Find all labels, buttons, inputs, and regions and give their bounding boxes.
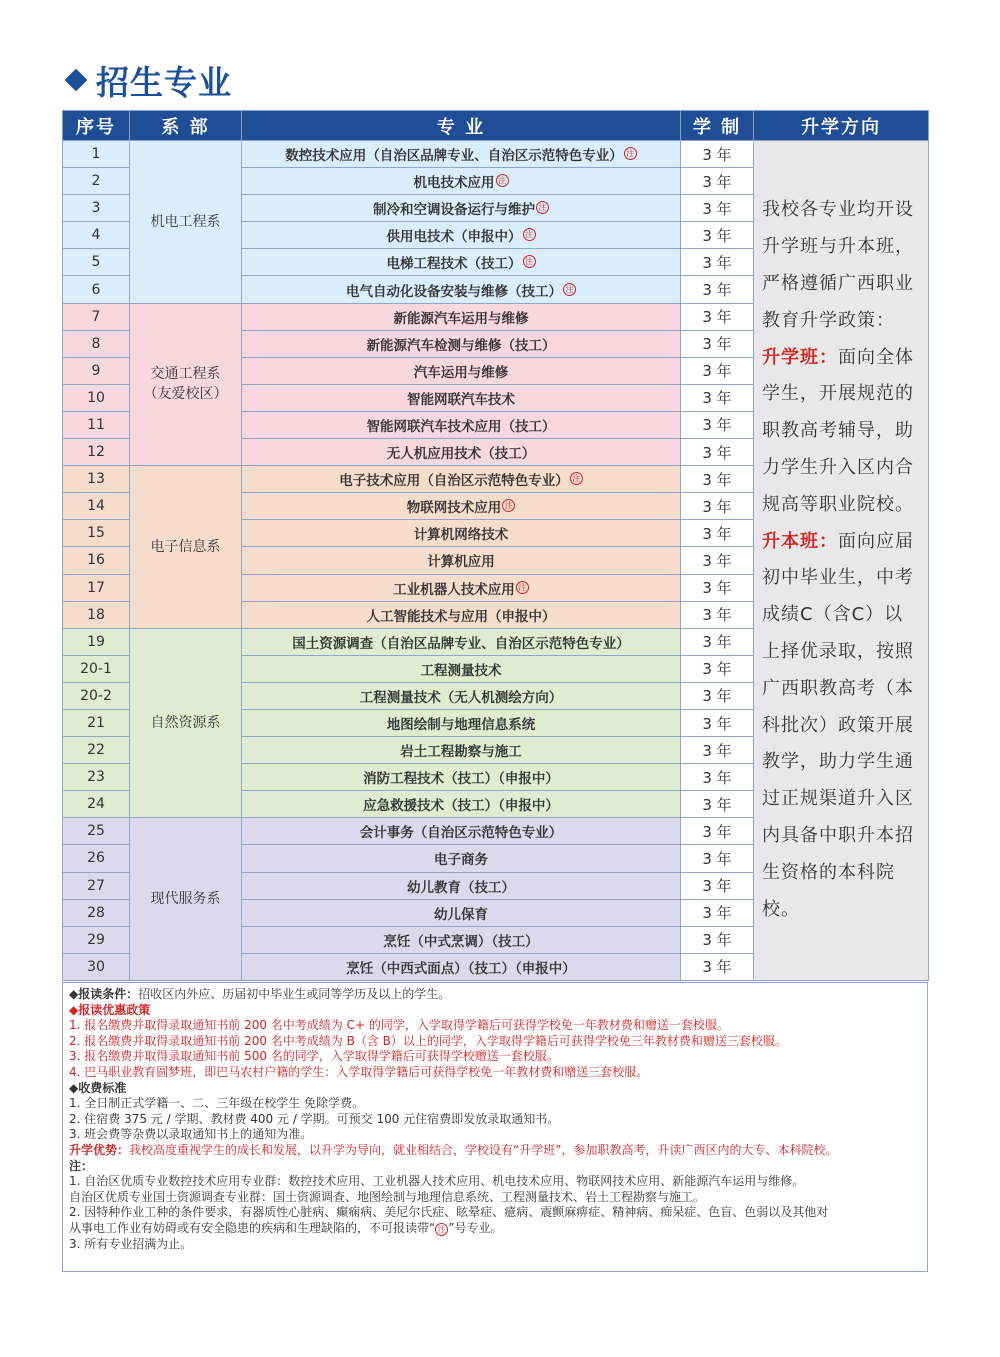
department-label: 交通工程系 (150, 366, 221, 383)
study-years: 3 年 (681, 655, 754, 682)
study-years: 3 年 (681, 953, 754, 980)
row-number: 18 (63, 601, 130, 628)
policy-label: ◆报读优惠政策 (69, 1002, 151, 1017)
study-years: 3 年 (681, 628, 754, 655)
major-name (242, 547, 681, 574)
adv-text: 我校高度重视学生的成长和发展，以升学为导向，就业相结合，学校设有“升学班”，参加职教高考，升读广西区内的大专、本科院校。 (129, 1142, 838, 1157)
header-direction: 升学方向 (754, 111, 929, 141)
study-years: 3 年 (681, 222, 754, 249)
major-name (242, 249, 681, 276)
row-number: 4 (63, 222, 130, 249)
row-number: 19 (63, 628, 130, 655)
major-name (242, 953, 681, 980)
major-label: 计算机应用 (427, 554, 495, 571)
adv-label: 升学优势： (69, 1142, 130, 1157)
row-number: 27 (63, 872, 130, 899)
row-number: 23 (63, 764, 130, 791)
major-name (242, 195, 681, 222)
study-years: 3 年 (681, 709, 754, 736)
study-years: 3 年 (681, 574, 754, 601)
row-number: 10 (63, 384, 130, 411)
major-label: 烹饪（中西式面点）（技工）（申报中） (346, 960, 576, 977)
study-years: 3 年 (681, 737, 754, 764)
study-years: 3 年 (681, 141, 754, 168)
policy-item: 3. 报名缴费并取得录取通知书前 500 名的同学，入学取得学籍后可获得学校赠送一套校服。 (69, 1049, 559, 1064)
major-label: 供用电技术（申报中） (386, 229, 522, 246)
policy-item: 1. 报名缴费并取得录取通知书前 200 名中考成绩为 C+ 的同学，入学取得学籍后可获得学校免一年教材费和赠送一套校服。 (69, 1018, 729, 1033)
note-item: 自治区优质专业国土资源调查专业群：国土资源调查、地图绘制与地理信息系统、工程测量技术、岩土工程勘察与施工。 (69, 1189, 706, 1204)
row-number: 21 (63, 709, 130, 736)
department-name (130, 628, 242, 818)
major-label: 智能网联汽车技术 (407, 391, 515, 408)
major-name (242, 845, 681, 872)
row-number: 13 (63, 466, 130, 493)
note-item: 2. 因特种作业工种的条件要求，有器质性心脏病、癫痫病、美尼尔氏症、眩晕症、癔病、震颤麻痹症、精神病、痴呆症、色盲、色弱以及其他对 (69, 1205, 829, 1220)
study-years: 3 年 (681, 357, 754, 384)
major-label: 制冷和空调设备运行与维护 (373, 202, 535, 219)
department-name (130, 818, 242, 981)
department-name (130, 303, 242, 466)
fee-item: 3. 班会费等杂费以录取通知书上的通知为准。 (69, 1127, 313, 1142)
department-name (130, 466, 242, 629)
major-label: 机电技术应用 (413, 175, 495, 192)
note-label: 注： (69, 1158, 94, 1173)
fee-item: 1. 全日制正式学籍一、二、三年级在校学生 免除学费。 (69, 1096, 365, 1111)
major-name (242, 384, 681, 411)
row-number: 22 (63, 737, 130, 764)
major-label: 工程测量技术（无人机测绘方向） (359, 689, 563, 706)
row-number: 5 (63, 249, 130, 276)
department-label: 现代服务系 (150, 891, 221, 908)
major-label: 新能源汽车运用与维修 (393, 310, 529, 327)
major-name (242, 222, 681, 249)
note-mark-icon: 注 (516, 581, 529, 594)
major-label: 汽车运用与维修 (413, 364, 509, 381)
fee-label: ◆收费标准 (69, 1080, 127, 1095)
study-years: 3 年 (681, 195, 754, 222)
major-label: 工业机器人技术应用 (393, 581, 515, 598)
notes-section (62, 982, 928, 1272)
row-number: 30 (63, 953, 130, 980)
major-name (242, 168, 681, 195)
study-years: 3 年 (681, 926, 754, 953)
note-mark-icon: 注 (570, 472, 583, 485)
note-mark-icon: 注 (523, 255, 536, 268)
cond-label: ◆报读条件： (69, 987, 139, 1001)
note-mark-icon: 注 (496, 174, 509, 187)
department-label: 电子信息系 (150, 538, 221, 555)
major-label: 会计事务（自治区示范特色专业） (359, 825, 563, 842)
major-label: 电梯工程技术（技工） (386, 256, 522, 273)
row-number: 7 (63, 303, 130, 330)
study-years: 3 年 (681, 384, 754, 411)
study-years: 3 年 (681, 520, 754, 547)
major-label: 岩土工程勘察与施工 (400, 744, 522, 761)
major-name (242, 276, 681, 303)
diamond-bullet-icon (65, 69, 88, 92)
major-name (242, 655, 681, 682)
note-item (69, 1221, 921, 1237)
policy-item: 4. 巴马职业教育圆梦班，即巴马农村户籍的学生：入学取得学籍后可获得学校免一年教材费和赠送三套校服。 (69, 1064, 649, 1079)
header-years: 学 制 (681, 111, 754, 141)
major-name (242, 439, 681, 466)
study-years: 3 年 (681, 818, 754, 845)
class2-text: 面向应届初中毕业生，中考成绩C（含C）以上择优录取，按照广西职教高考（本科批次）政策开展教学，助力学生通过正规渠道升入区内具备中职升本招生资格的本科院校。 (762, 530, 914, 920)
major-label: 消防工程技术（技工）（申报中） (363, 771, 559, 788)
row-number: 20-1 (63, 655, 130, 682)
row-number: 3 (63, 195, 130, 222)
major-label: 新能源汽车检测与维修（技工） (366, 337, 556, 354)
advantage (69, 1143, 921, 1159)
note-mark-icon: 注 (435, 1223, 448, 1236)
major-label: 智能网联汽车技术应用（技工） (366, 418, 556, 435)
major-label: 数控技术应用（自治区品牌专业、自治区示范特色专业） (285, 148, 623, 165)
row-number: 26 (63, 845, 130, 872)
row-number: 17 (63, 574, 130, 601)
row-number: 29 (63, 926, 130, 953)
row-number: 11 (63, 411, 130, 438)
study-years: 3 年 (681, 466, 754, 493)
major-name (242, 141, 681, 168)
major-name (242, 357, 681, 384)
study-years: 3 年 (681, 493, 754, 520)
major-label: 应急救援技术（技工）（申报中） (363, 798, 559, 815)
study-years: 3 年 (681, 303, 754, 330)
major-name (242, 303, 681, 330)
row-number: 24 (63, 791, 130, 818)
row-number: 28 (63, 899, 130, 926)
major-name (242, 574, 681, 601)
study-years: 3 年 (681, 276, 754, 303)
note-mark-icon: 注 (536, 201, 549, 214)
major-label: 电子商务 (434, 852, 488, 869)
study-years: 3 年 (681, 899, 754, 926)
major-label: 幼儿保育 (434, 906, 488, 923)
major-name (242, 899, 681, 926)
study-years: 3 年 (681, 439, 754, 466)
direction-description (754, 141, 929, 981)
row-number: 14 (63, 493, 130, 520)
major-name (242, 764, 681, 791)
fee-item: 2. 住宿费 375 元 / 学期、教材费 400 元 / 学期。可预交 100 元住宿费即发放录取通知书。 (69, 1111, 560, 1126)
major-name (242, 791, 681, 818)
major-name (242, 926, 681, 953)
major-label: 电气自动化设备安装与维修（技工） (346, 283, 562, 300)
major-label: 物联网技术应用 (406, 500, 502, 517)
major-name (242, 601, 681, 628)
table-header-row (63, 111, 929, 141)
major-label: 烹饪（中式烹调）（技工） (383, 933, 539, 950)
study-years: 3 年 (681, 845, 754, 872)
cond-text: 招收区内外应、历届初中毕业生或同等学历及以上的学生。 (138, 987, 451, 1001)
major-name (242, 737, 681, 764)
row-number: 20-2 (63, 682, 130, 709)
row-number: 9 (63, 357, 130, 384)
study-years: 3 年 (681, 168, 754, 195)
department-name (130, 141, 242, 304)
study-years: 3 年 (681, 872, 754, 899)
row-number: 12 (63, 439, 130, 466)
major-name (242, 682, 681, 709)
direction-intro: 我校各专业均开设升学班与升本班，严格遵循广西职业教育升学政策： (762, 199, 914, 331)
department-campus: （友爱校区） (143, 386, 228, 403)
study-years: 3 年 (681, 601, 754, 628)
study-years: 3 年 (681, 411, 754, 438)
policy-item: 2. 报名缴费并取得录取通知书前 200 名中考成绩为 B（含 B）以上的同学，入学取得学籍后可获得学校免三年教材费和赠送三套校服。 (69, 1033, 787, 1048)
major-label: 国土资源调查（自治区品牌专业、自治区示范特色专业） (292, 635, 630, 652)
study-years: 3 年 (681, 682, 754, 709)
header-no: 序号 (63, 111, 130, 141)
header-dept: 系 部 (130, 111, 242, 141)
major-label: 地图绘制与地理信息系统 (386, 717, 536, 734)
major-label: 无人机应用技术（技工） (386, 446, 536, 463)
major-name (242, 330, 681, 357)
header-major: 专 业 (242, 111, 681, 141)
note-mark-icon: 注 (523, 228, 536, 241)
note-item: 1. 自治区优质专业数控技术应用专业群：数控技术应用、工业机器人技术应用、机电技术应用、物联网技术应用、新能源汽车运用与维修。 (69, 1174, 805, 1189)
study-years: 3 年 (681, 249, 754, 276)
table-body (63, 141, 929, 981)
major-name (242, 493, 681, 520)
enroll-condition (69, 987, 921, 1003)
major-label: 计算机网络技术 (413, 527, 509, 544)
class1-text: 面向全体学生，开展规范的职教高考辅导，助力学生升入区内合规高等职业院校。 (762, 346, 914, 515)
major-name (242, 466, 681, 493)
major-name (242, 818, 681, 845)
major-name (242, 872, 681, 899)
department-label: 机电工程系 (150, 213, 221, 230)
note-mark-icon: 注 (563, 283, 576, 296)
study-years: 3 年 (681, 764, 754, 791)
majors-table (62, 110, 929, 981)
row-number: 25 (63, 818, 130, 845)
note-mark-icon: 注 (624, 147, 637, 160)
note2b-post: ”号专业。 (448, 1220, 503, 1235)
study-years: 3 年 (681, 547, 754, 574)
row-number: 2 (63, 168, 130, 195)
class2-label: 升本班： (762, 530, 838, 552)
major-name (242, 709, 681, 736)
row-number: 16 (63, 547, 130, 574)
major-name (242, 411, 681, 438)
major-name (242, 520, 681, 547)
note-mark-icon: 注 (502, 499, 515, 512)
study-years: 3 年 (681, 791, 754, 818)
row-number: 15 (63, 520, 130, 547)
study-years: 3 年 (681, 330, 754, 357)
class1-label: 升学班： (762, 346, 838, 368)
note-item: 3. 所有专业招满为止。 (69, 1236, 193, 1251)
section-title (64, 58, 232, 102)
department-label: 自然资源系 (150, 715, 221, 732)
note2b-pre: 从事电工作业有妨碍或有安全隐患的疾病和生理缺陷的，不可报读带“ (69, 1220, 436, 1235)
row-number: 6 (63, 276, 130, 303)
row-number: 8 (63, 330, 130, 357)
major-label: 幼儿教育（技工） (407, 879, 515, 896)
majors-table-container (62, 110, 928, 982)
major-label: 电子技术应用（自治区示范特色专业） (339, 473, 569, 490)
row-number: 1 (63, 141, 130, 168)
major-name (242, 628, 681, 655)
major-label: 人工智能技术与应用（申报中） (366, 608, 556, 625)
major-label: 工程测量技术 (420, 662, 502, 679)
page-title: 招生专业 (96, 62, 232, 102)
table-row (63, 141, 929, 168)
